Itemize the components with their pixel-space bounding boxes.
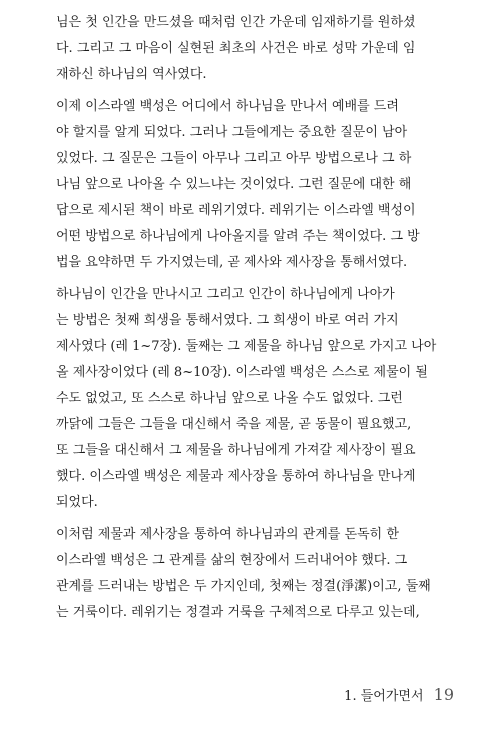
text-line: 재하신 하나님의 역사였다.	[56, 67, 207, 82]
text-line: 했다. 이스라엘 백성은 제물과 제사장을 통하여 하나님을 만나게	[56, 469, 416, 484]
text-line: 나님 앞으로 나아올 수 있느냐는 것이었다. 그런 질문에 대한 해	[56, 177, 412, 192]
text-line: 다. 그리고 그 마음이 실현된 최초의 사건은 바로 성막 가운데 임	[56, 41, 416, 56]
text-line: 올 제사장이었다 (레 8~10장). 이스라엘 백성은 스스로 제물이 될	[56, 365, 428, 380]
text-line: 이스라엘 백성은 그 관계를 삶의 현장에서 드러내어야 했다. 그	[56, 553, 408, 568]
page-number: 19	[433, 685, 454, 704]
running-footer	[344, 685, 454, 707]
text-line: 또 그들을 대신해서 그 제물을 하나님에게 가져갈 제사장이 필요	[56, 443, 416, 458]
text-line: 답으로 제시된 책이 바로 레위기였다. 레위기는 이스라엘 백성이	[56, 203, 416, 218]
text-line: 제사였다 (레 1~7장). 둘째는 그 제물을 하나님 앞으로 가지고 나아	[56, 339, 437, 354]
text-line: 이제 이스라엘 백성은 어디에서 하나님을 만나서 예배를 드려	[56, 99, 399, 114]
text-line: 님은 첫 인간을 만드셨을 때처럼 인간 가운데 임재하기를 원하셨	[56, 15, 416, 30]
text-line: 수도 없었고, 또 스스로 하나님 앞으로 나올 수도 없었다. 그런	[56, 391, 403, 406]
text-line: 있었다. 그 질문은 그들이 아무나 그리고 아무 방법으로나 그 하	[56, 151, 412, 166]
text-line: 어떤 방법으로 하나님에게 나아올지를 알려 주는 책이었다. 그 방	[56, 229, 420, 244]
chapter-title: 1. 들어가면서	[344, 689, 424, 704]
text-line: 이처럼 제물과 제사장을 통하여 하나님과의 관계를 돈독히 한	[56, 527, 399, 542]
text-line: 까닭에 그들은 그들을 대신해서 죽을 제물, 곧 동물이 필요했고,	[56, 417, 412, 432]
text-line: 되었다.	[56, 495, 98, 510]
text-line: 하나님이 인간을 만나시고 그리고 인간이 하나님에게 나아가	[56, 287, 395, 302]
text-line: 는 방법은 첫째 희생을 통해서였다. 그 희생이 바로 여러 가지	[56, 313, 399, 328]
body-text	[56, 10, 456, 626]
text-line: 는 거룩이다. 레위기는 정결과 거룩을 구체적으로 다루고 있는데,	[56, 605, 420, 620]
text-line: 야 할지를 알게 되었다. 그러나 그들에게는 중요한 질문이 남아	[56, 125, 408, 140]
text-line: 관계를 드러내는 방법은 두 가지인데, 첫째는 정결(淨潔)이고, 둘째	[56, 579, 431, 594]
text-line: 법을 요약하면 두 가지였는데, 곧 제사와 제사장을 통해서였다.	[56, 255, 408, 270]
